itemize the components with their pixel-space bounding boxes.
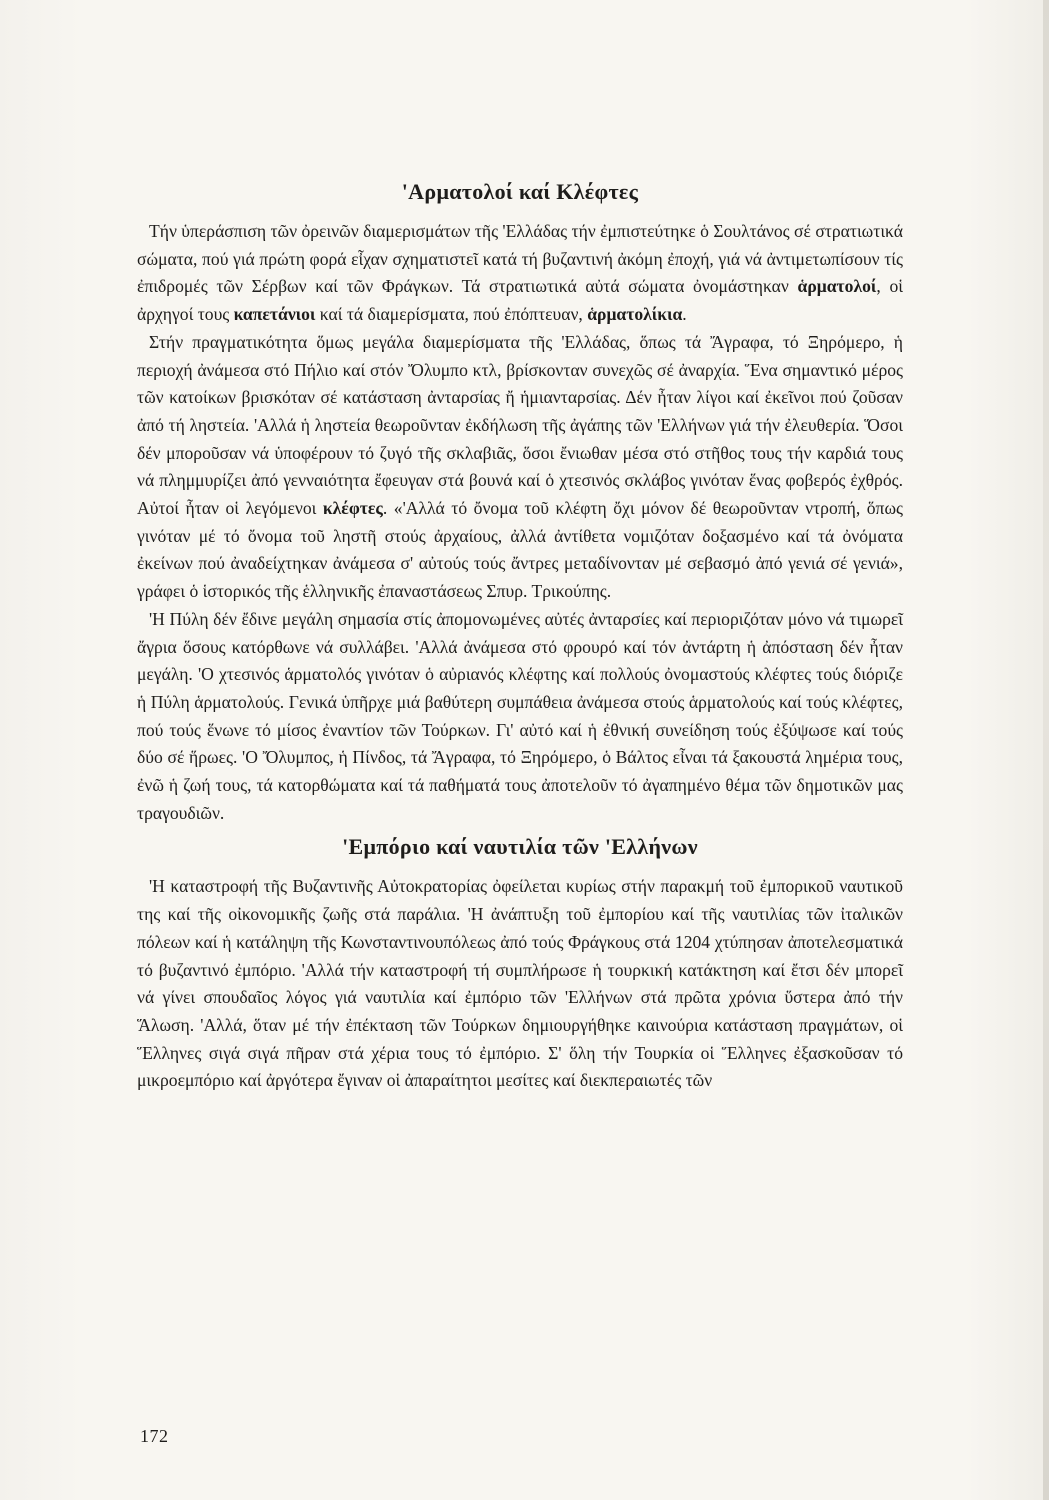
section-title-emporio: 'Εμπόριο καί ναυτιλία τῶν 'Ελλήνων: [342, 834, 698, 860]
term-kapetanioi: καπετάνιοι: [233, 304, 316, 325]
paragraph-1: [137, 218, 903, 329]
paragraph-1-text-c: , οἱ ἀρχηγοί τους: [137, 276, 904, 325]
paragraph-1-text-d: καί τά διαμερίσματα, πού ἐπόπτευαν,: [315, 304, 588, 325]
paragraph-2-text-a: Στήν πραγματικότητα ὅμως μεγάλα διαμερίσματα τῆς 'Ελλάδας, ὅπως τά Ἄγραφα, τό Ξηρόμερο, ἡ περιοχή ἀνάμεσα στό Πήλιο καί στόν Ὄλυμπο κτλ, βρίσκονταν συνεχῶς σέ ἀναρχία. Ἕνα σημαντικό μέρος τῶν κατοίκων βρισκόταν σέ κατάσταση ἀνταρσίας ἤ ἡμιανταρσίας. Δέν ἦταν λίγοι καί ἐκεῖνοι πού ζοῦσαν ἀπό τή ληστεία. 'Αλλά ἡ ληστεία θεωροῦνταν ἐκδήλωση τῆς ἀγάπης τῶν 'Ελλήνων γιά τήν ἐλευθερία. Ὅσοι δέν μποροῦσαν νά ὑποφέρουν τό ζυγό τῆς σκλαβιᾶς, ὅσοι ἔνιωθαν μέσα στό στῆθος τους τήν καρδιά τους νά πλημμυρίζει ἀπό γενναιότητα ἔφευγαν στά βουνά καί ὁ χτεσινός σκλάβος γινόταν ἕνας φοβερός ἐχθρός. Αὐτοί ἦταν οἱ λεγόμενοι: [137, 331, 903, 519]
term-armatoloi: ἁρματολοί: [797, 276, 877, 297]
text-column: [137, 178, 903, 1095]
paragraph-1-text-a: Τήν ὑπεράσπιση τῶν ὀρεινῶν διαμερισμάτων τῆς 'Ελλάδας τήν ἐμπιστεύτηκε ὁ Σουλτάνος σέ στρατιωτικά σώματα, πού γιά πρώτη φορά εἶχαν σχηματιστεῖ κατά τή βυζαντινή ἀκόμη ἐποχή, γιά νά ἀντιμετωπίσουν τίς ἐπιδρομές τῶν Σέρβων καί τῶν Φράγκων. Τά στρατιωτικά αὐτά σώματα ὀνομάστηκαν: [137, 221, 903, 297]
paragraph-4: 'Η καταστροφή τῆς Βυζαντινῆς Αὐτοκρατορίας ὀφείλεται κυρίως στήν παρακμή τοῦ ἐμπορικοῦ ναυτικοῦ της καί τῆς οἰκονομικῆς ζωῆς στά παράλια. 'Η ἀνάπτυξη τοῦ ἐμπορίου καί τῆς ναυτιλίας τῶν ἰταλικῶν πόλεων καί ἡ κατάληψη τῆς Κωνσταντινουπόλεως ἀπό τούς Φράγκους στά 1204 χτύπησαν ἀποτελεσματικά τό βυζαντινό ἐμπόριο. 'Αλλά τήν καταστροφή τή συμπλήρωσε ἡ τουρκική κατάκτηση καί ἔτσι δέν μπορεῖ νά γίνει σπουδαῖος λόγος γιά ναυτιλία καί ἐμπόριο τῶν 'Ελλήνων στά πρῶτα χρόνια ὕστερα ἀπό τήν Ἅλωση. 'Αλλά, ὅταν μέ τήν ἐπέκταση τῶν Τούρκων δημιουργήθηκε καινούρια κατάσταση πραγμάτων, οἱ Ἕλληνες σιγά σιγά πῆραν στά χέρια τους τό ἐμπόριο. Σ' ὅλη τήν Τουρκία οἱ Ἕλληνες ἐξασκοῦσαν τό μικροεμπόριο καί ἀργότερα ἔγιναν οἱ ἀπαραίτητοι μεσίτες καί διεκπεραιωτές τῶν: [137, 876, 903, 1091]
term-kleftes: κλέφτες: [322, 498, 383, 519]
paragraph-1-text-e: .: [682, 304, 687, 325]
paragraph-2: [137, 329, 903, 606]
page-number: 172: [140, 1426, 169, 1446]
paragraph-2-text-c: . «'Αλλά τό ὄνομα τοῦ κλέφτη ὄχι μόνον δέ θεωροῦνταν ντροπή, ὅπως γινόταν μέ τό ὄνομα τοῦ ληστῆ στούς ἀρχαίους, ἀλλά ἀντίθετα νομιζόταν δοξασμένο καί τά ὀνόματα ἐκείνων πού ἀναδείχτηκαν ἀνάμεσα σ' αὐτούς τούς ἄντρες μεταδίνονταν μέ σεβασμό ἀπό γενιά σέ γενιά», γράφει ὁ ἱστορικός τῆς ἑλληνικῆς ἐπαναστάσεως Σπυρ. Τρικούπης.: [137, 498, 903, 602]
paragraph-3: 'Η Πύλη δέν ἔδινε μεγάλη σημασία στίς ἀπομονωμένες αὐτές ἀνταρσίες καί περιοριζόταν μόνο νά τιμωρεῖ ἄγρια ὅσους κατόρθωνε νά συλλάβει. 'Αλλά ἀνάμεσα στό φρουρό καί τόν ἀντάρτη ἡ ἀπόσταση δέν ἦταν μεγάλη. 'Ο χτεσινός ἁρματολός γινόταν ὁ αὐριανός κλέφτης καί πολλούς ὀνομαστούς κλέφτες τούς διόριζε ἡ Πύλη ἁρματολούς. Γενικά ὑπῆρχε μιά βαθύτερη συμπάθεια ἀνάμεσα στούς ἁρματολούς καί τούς κλέφτες, πού τούς ἕνωνε τό μίσος ἐναντίον τῶν Τούρκων. Γι' αὐτό καί ἡ ἐθνική συνείδηση τούς ἐξύψωσε καί τούς δύο σέ ἥρωες. 'Ο Ὄλυμπος, ἡ Πίνδος, τά Ἄγραφα, τό Ξηρόμερο, ὁ Βάλτος εἶναι τά ξακουστά λημέρια τους, ἐνῶ ἡ ζωή τους, τά κατορθώματα καί τά παθήματά τους ἀποτελοῦν τό ἀγαπημένο θέμα τῶν δημοτικῶν μας τραγουδιῶν.: [137, 608, 903, 823]
page-edge: [1043, 0, 1049, 1500]
term-armatolikia: ἁρματολίκια: [587, 304, 683, 325]
section-title-armatoloi: 'Αρματολοί καί Κλέφτες: [401, 179, 639, 204]
